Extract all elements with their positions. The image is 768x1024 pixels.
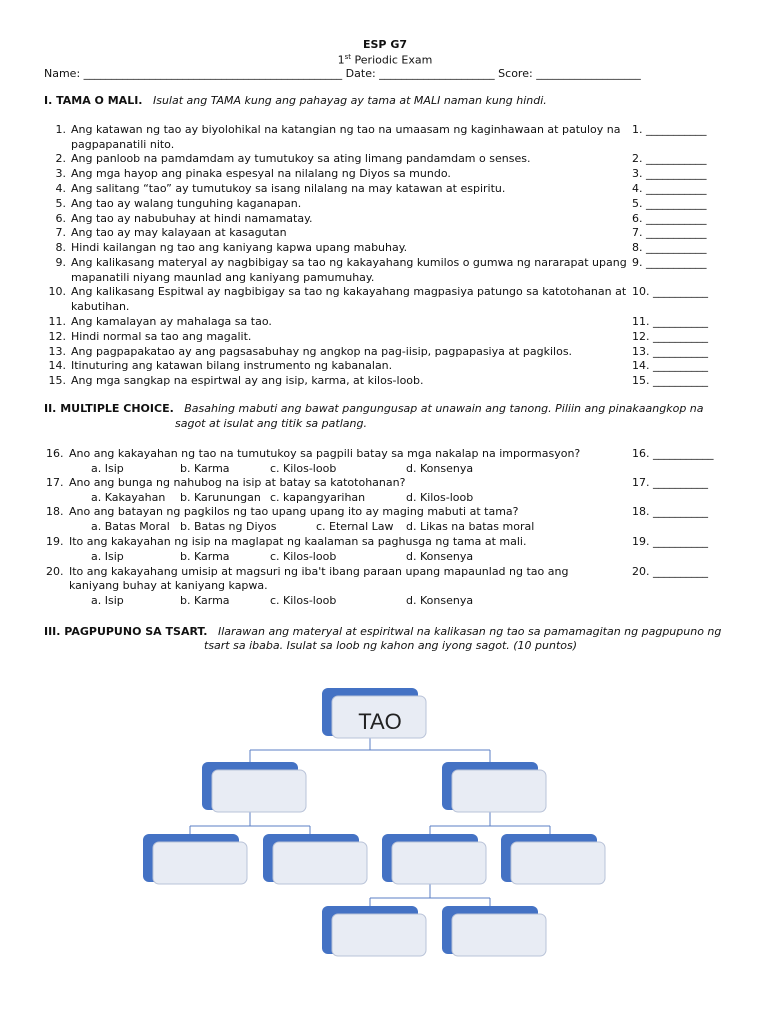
date-field[interactable]: _____________________ xyxy=(379,67,495,80)
box-answer-area[interactable] xyxy=(511,842,605,884)
choice-option[interactable]: b. Karunungan xyxy=(180,491,261,504)
choice-option[interactable]: c. Kilos-loob xyxy=(270,550,337,563)
answer-blank[interactable]: 16. ___________ xyxy=(632,447,714,460)
answer-blank[interactable]: 12. __________ xyxy=(632,330,708,343)
choice-option[interactable]: b. Karma xyxy=(180,550,230,563)
chart-level3-box-right[interactable] xyxy=(442,906,546,956)
part2-instruction-1: Basahing mabuti ang bawat pangungusap at unawain ang tanong. Piliin ang pinakaangkop na xyxy=(184,402,704,415)
item-number: 6. xyxy=(55,212,66,225)
answer-blank[interactable]: 20. __________ xyxy=(632,565,708,578)
item-text: Ang kalikasang materyal ay nagbibigay sa tao ng kakayahang kumilos o gumwa ng nararapat upang mapanatili niyang maunlad ang kaniyang pamumuhay. xyxy=(71,256,627,284)
part2-instruction-2: sagot at isulat ang titik sa patlang. xyxy=(175,417,367,430)
item-number: 2. xyxy=(55,152,66,165)
choice-option[interactable]: b. Karma xyxy=(180,462,230,475)
chart-level1-box-left[interactable] xyxy=(202,762,306,812)
exam-ordinal: 1 xyxy=(337,53,345,67)
exam-name: Periodic Exam xyxy=(354,53,433,67)
choice-option[interactable]: d. Konsenya xyxy=(406,462,474,475)
answer-blank[interactable]: 19. __________ xyxy=(632,535,708,548)
choice-option[interactable]: a. Isip xyxy=(91,550,124,563)
answer-blank[interactable]: 18. __________ xyxy=(632,505,708,518)
box-answer-area[interactable] xyxy=(273,842,367,884)
answer-blank[interactable]: 5. ___________ xyxy=(632,197,707,210)
item-number: 1. xyxy=(55,123,66,136)
item-number: 18. xyxy=(46,505,64,518)
tao-hierarchy-chart xyxy=(0,670,768,970)
answer-blank[interactable]: 13. __________ xyxy=(632,345,708,358)
item-number: 10. xyxy=(48,285,66,298)
choice-option[interactable]: c. kapangyarihan xyxy=(270,491,366,504)
part3-heading-row xyxy=(44,625,724,638)
item-text: Ang mga hayop ang pinaka espesyal na nilalang ng Diyos sa mundo. xyxy=(71,167,451,180)
chart-level2-box-2[interactable] xyxy=(263,834,367,884)
answer-blank[interactable]: 15. __________ xyxy=(632,374,708,387)
date-label: Date: xyxy=(345,67,376,80)
box-answer-area[interactable] xyxy=(452,770,546,812)
score-field[interactable]: ___________________ xyxy=(536,67,641,80)
item-question-cont: kaniyang buhay at kaniyang kapwa. xyxy=(69,579,268,592)
part1-heading-row xyxy=(44,94,724,107)
item-question: Ito ang kakayahang umisip at magsuri ng iba't ibang paraan upang mapaunlad ng tao ang xyxy=(69,565,569,578)
item-text: Hindi normal sa tao ang magalit. xyxy=(71,330,252,343)
answer-blank[interactable]: 17. __________ xyxy=(632,476,708,489)
item-question: Ano ang batayan ng pagkilos ng tao upang upang ito ay maging mabuti at tama? xyxy=(69,505,519,518)
item-number: 7. xyxy=(55,226,66,239)
item-number: 4. xyxy=(55,182,66,195)
answer-blank[interactable]: 1. ___________ xyxy=(632,123,707,136)
item-text: Hindi kailangan ng tao ang kaniyang kapwa upang mabuhay. xyxy=(71,241,408,254)
item-number: 15. xyxy=(48,374,66,387)
item-text: Ang katawan ng tao ay biyolohikal na katangian ng tao na umaasam ng kaginhawaan at patuloy na pagpapanatili nito. xyxy=(71,123,621,151)
part2-heading-row xyxy=(44,402,724,415)
name-field[interactable]: _______________________________________________ xyxy=(83,67,343,80)
item-text: Itinuturing ang katawan bilang instrumento ng kabanalan. xyxy=(71,359,393,372)
exam-ordinal-suffix: st xyxy=(344,53,352,61)
chart-level1-box-right[interactable] xyxy=(442,762,546,812)
choice-option[interactable]: a. Batas Moral xyxy=(91,520,170,533)
answer-blank[interactable]: 3. ___________ xyxy=(632,167,707,180)
choice-option[interactable]: b. Batas ng Diyos xyxy=(180,520,277,533)
item-number: 8. xyxy=(55,241,66,254)
part3-heading: III. PAGPUPUNO SA TSART. xyxy=(44,625,208,638)
box-answer-area[interactable] xyxy=(452,914,546,956)
exam-subtitle xyxy=(40,53,730,67)
answer-blank[interactable]: 7. ___________ xyxy=(632,226,707,239)
chart-root-label: TAO xyxy=(358,709,402,734)
item-number: 16. xyxy=(46,447,64,460)
chart-level2-box-3[interactable] xyxy=(382,834,486,884)
item-text: Ang pagpapakatao ay ang pagsasabuhay ng angkop na pag-iisip, pagpapasiya at pagkilos. xyxy=(71,345,573,358)
answer-blank[interactable]: 14. __________ xyxy=(632,359,708,372)
answer-blank[interactable]: 6. ___________ xyxy=(632,212,707,225)
choice-option[interactable]: a. Isip xyxy=(91,594,124,607)
part2-instruction-row-2 xyxy=(175,417,768,430)
box-answer-area[interactable] xyxy=(332,914,426,956)
item-number: 17. xyxy=(46,476,64,489)
item-text: Ang salitang “tao” ay tumutukoy sa isang nilalang na may katawan at espiritu. xyxy=(71,182,506,195)
choice-option[interactable]: d. Konsenya xyxy=(406,594,474,607)
choice-option[interactable]: d. Konsenya xyxy=(406,550,474,563)
item-number: 19. xyxy=(46,535,64,548)
part3-instruction-row-2 xyxy=(204,639,768,652)
student-info-row xyxy=(44,67,724,80)
item-question: Ano ang bunga ng nahubog na isip at batay sa katotohanan? xyxy=(69,476,406,489)
item-question: Ito ang kakayahan ng isip na maglapat ng kaalaman sa paghusga ng tama at mali. xyxy=(69,535,527,548)
item-number: 11. xyxy=(48,315,66,328)
answer-blank[interactable]: 4. ___________ xyxy=(632,182,707,195)
item-text: Ang tao ay walang tunguhing kaganapan. xyxy=(71,197,302,210)
choice-option[interactable]: a. Isip xyxy=(91,462,124,475)
choice-option[interactable]: a. Kakayahan xyxy=(91,491,166,504)
answer-blank[interactable]: 10. __________ xyxy=(632,285,708,298)
answer-blank[interactable]: 2. ___________ xyxy=(632,152,707,165)
item-number: 13. xyxy=(48,345,66,358)
exam-title: ESP G7 xyxy=(362,38,407,51)
chart-level3-box-left[interactable] xyxy=(322,906,426,956)
name-label: Name: xyxy=(44,67,81,80)
part2-heading: II. MULTIPLE CHOICE. xyxy=(44,402,174,415)
choice-option[interactable]: c. Eternal Law xyxy=(316,520,394,533)
item-text: Ang tao ay nabubuhay at hindi namamatay. xyxy=(71,212,313,225)
chart-level2-box-4[interactable] xyxy=(501,834,605,884)
box-answer-area[interactable] xyxy=(153,842,247,884)
part1-instruction: Isulat ang TAMA kung ang pahayag ay tama at MALI naman kung hindi. xyxy=(152,94,547,107)
item-number: 9. xyxy=(55,256,66,269)
chart-boxes xyxy=(143,688,605,956)
part3-instruction-1: Ilarawan ang materyal at espiritwal na kalikasan ng tao sa pamamagitan ng pagpupuno ng xyxy=(217,625,722,638)
chart-level2-box-1[interactable] xyxy=(143,834,247,884)
item-text: Ang tao ay may kalayaan at kasagutan xyxy=(71,226,287,239)
score-label: Score: xyxy=(498,67,533,80)
choice-option[interactable]: c. Kilos-loob xyxy=(270,594,337,607)
answer-blank[interactable]: 8. ___________ xyxy=(632,241,707,254)
part3-instruction-2: tsart sa ibaba. Isulat sa loob ng kahon ang iyong sagot. (10 puntos) xyxy=(204,639,578,652)
answer-blank[interactable]: 9. ___________ xyxy=(632,256,707,269)
item-number: 12. xyxy=(48,330,66,343)
item-text: Ang kamalayan ay mahalaga sa tao. xyxy=(71,315,272,328)
item-number: 20. xyxy=(46,565,64,578)
choice-option[interactable]: d. Kilos-loob xyxy=(406,491,474,504)
choice-option[interactable]: c. Kilos-loob xyxy=(270,462,337,475)
item-text: Ang panloob na pamdamdam ay tumutukoy sa ating limang pandamdam o senses. xyxy=(71,152,531,165)
answer-blank[interactable]: 11. __________ xyxy=(632,315,708,328)
item-text: Ang mga sangkap na espirtwal ay ang isip, karma, at kilos-loob. xyxy=(71,374,424,387)
choice-option[interactable]: d. Likas na batas moral xyxy=(406,520,535,533)
item-number: 3. xyxy=(55,167,66,180)
box-answer-area[interactable] xyxy=(392,842,486,884)
item-number: 14. xyxy=(48,359,66,372)
item-question: Ano ang kakayahan ng tao na tumutukoy sa pagpili batay sa mga nakalap na impormasyon? xyxy=(69,447,581,460)
item-number: 5. xyxy=(55,197,66,210)
box-answer-area[interactable] xyxy=(212,770,306,812)
choice-option[interactable]: b. Karma xyxy=(180,594,230,607)
chart-root-box[interactable] xyxy=(322,688,426,738)
item-text: Ang kalikasang Espitwal ay nagbibigay sa tao ng kakayahang magpasiya patungo sa katotohanan at kabutihan. xyxy=(71,285,627,313)
part1-heading: I. TAMA O MALI. xyxy=(44,94,143,107)
